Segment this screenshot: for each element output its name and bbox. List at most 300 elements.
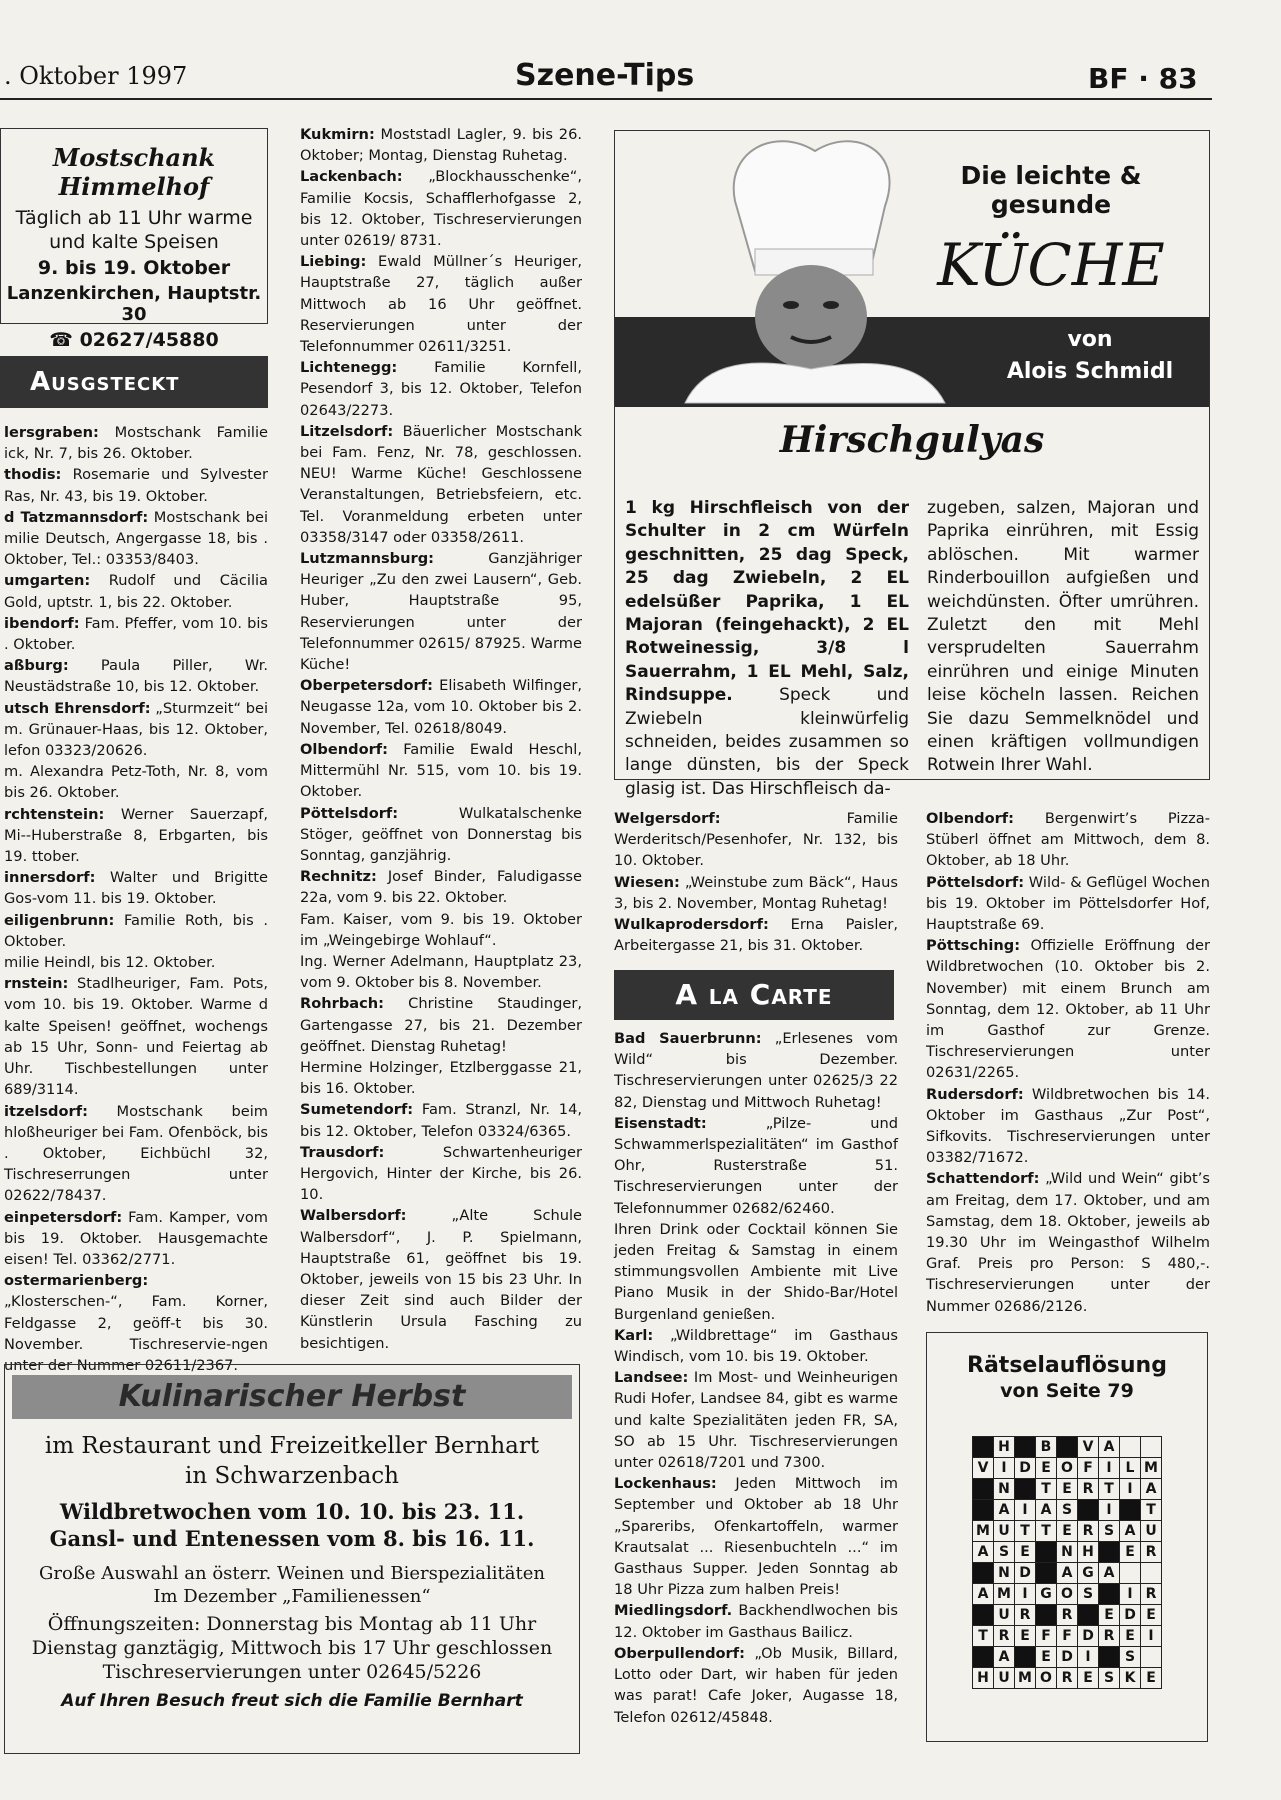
listing-entry bbox=[300, 866, 582, 908]
crossword-cell bbox=[1141, 1563, 1162, 1584]
entry-text: Hermine Holzinger, Etzlberggasse 21, bis 16. Oktober. bbox=[300, 1058, 582, 1098]
entry-text: Ing. Werner Adelmann, Hauptplatz 23, vom 9. Oktober bis 8. November. bbox=[300, 952, 582, 992]
crossword-row bbox=[973, 1605, 1162, 1626]
crossword-cell: E bbox=[1120, 1542, 1141, 1563]
entry-text: Ihren Drink oder Cocktail können Sie jeden Freitag & Samstag in einem stimmungsvollen Ambiente mit Live Piano Musik in der Shido-Bar/Hotel Burgenland genießen. bbox=[614, 1220, 898, 1323]
crossword-cell: R bbox=[1078, 1521, 1099, 1542]
crossword-cell: G bbox=[1036, 1584, 1057, 1605]
crossword-black-cell bbox=[1036, 1563, 1057, 1584]
crossword-cell: A bbox=[1120, 1521, 1141, 1542]
listing-entry bbox=[300, 1057, 582, 1099]
place-name: eiligenbrunn: bbox=[4, 911, 115, 929]
crossword-cell: E bbox=[1015, 1542, 1036, 1563]
crossword-cell: T bbox=[1141, 1500, 1162, 1521]
listing-entry bbox=[300, 993, 582, 1057]
place-name: Oberpetersdorf: bbox=[300, 677, 433, 695]
bernhart-l3: Wildbretwochen vom 10. 10. bis 23. 11. bbox=[59, 1499, 525, 1524]
crossword-cell: U bbox=[1141, 1521, 1162, 1542]
entry-text: m. Alexandra Petz-Toth, Nr. 8, vom bis 26. Oktober. bbox=[4, 763, 268, 802]
crossword-cell: S bbox=[1057, 1500, 1078, 1521]
listing-entry bbox=[4, 1270, 268, 1376]
crossword-cell: G bbox=[1078, 1563, 1099, 1584]
ausgsteckt-title: Ausgsteckt bbox=[30, 367, 180, 397]
crossword-row bbox=[973, 1437, 1162, 1458]
alacarte-list bbox=[614, 1028, 898, 1753]
crossword-cell: O bbox=[1057, 1584, 1078, 1605]
crossword-cell: T bbox=[1015, 1521, 1036, 1542]
crossword-cell: S bbox=[1099, 1668, 1120, 1689]
entry-text: Werner Sauerzapf, Mi--Huberstraße 8, Erbgarten, bis 19. ttober. bbox=[4, 805, 268, 866]
crossword-cell: E bbox=[1078, 1668, 1099, 1689]
himmelhof-dates: 9. bis 19. Oktober bbox=[37, 257, 231, 279]
crossword-black-cell bbox=[1078, 1500, 1099, 1521]
crossword-row bbox=[973, 1500, 1162, 1521]
crossword-black-cell bbox=[1099, 1647, 1120, 1668]
listing-entry bbox=[614, 1600, 898, 1642]
phone-icon: ☎ bbox=[49, 329, 80, 351]
crossword-cell: F bbox=[1057, 1626, 1078, 1647]
place-name: Pöttelsdorf: bbox=[300, 804, 399, 822]
wild-list bbox=[926, 808, 1210, 1318]
crossword-cell: F bbox=[1036, 1626, 1057, 1647]
listing-entry bbox=[614, 1325, 898, 1367]
bernhart-l7: Öffnungszeiten: Donnerstag bis Montag ab 11 Uhr bbox=[47, 1613, 537, 1635]
header-rule bbox=[0, 98, 1212, 100]
place-name: Sumetendorf: bbox=[300, 1101, 414, 1119]
listing-entry bbox=[614, 1113, 898, 1219]
listing-entry bbox=[614, 1643, 898, 1728]
himmelhof-phone: 02627/45880 bbox=[79, 329, 219, 351]
crossword-black-cell bbox=[973, 1437, 994, 1458]
crossword-cell: H bbox=[994, 1437, 1015, 1458]
entry-text: Jeden Mittwoch im September und Oktober ab 18 Uhr „Spareribs, Ofenkartoffeln, warmer Krautsalat ... Riesenbuchteln ...“ im Gasthaus Supper. Jeden Sonntag ab 18 Uhr Pizza zum halben Preis! bbox=[614, 1475, 898, 1599]
entry-text: „Erlesenes vom Wild“ bis Dezember. Tischreservierungen unter 02625/3 22 82, Dienstag und Mittwoch Ruhetag! bbox=[614, 1030, 898, 1111]
crossword-cell: U bbox=[994, 1605, 1015, 1626]
crossword-cell: E bbox=[1141, 1668, 1162, 1689]
crossword-cell bbox=[1141, 1647, 1162, 1668]
listing-entry bbox=[4, 422, 268, 464]
entry-text: Backhendlwochen bis 12. Oktober im Gasthaus Bailicz. bbox=[614, 1602, 898, 1641]
crossword-cell: N bbox=[994, 1479, 1015, 1500]
place-name: thodis: bbox=[4, 466, 62, 484]
entry-text: „Blockhausschenke“, Familie Kocsis, Schafflerhofgasse 2, bis 12. Oktober, Tischreservierungen unter 02619/ 8731. bbox=[300, 168, 582, 250]
crossword-cell: M bbox=[973, 1521, 994, 1542]
entry-text: Wildbretwochen bis 14. Oktober im Gasthaus „Zur Post“, Sifkovits. Tischreservierungen unter 03382/71672. bbox=[926, 1085, 1210, 1167]
crossword-cell: I bbox=[1078, 1647, 1099, 1668]
kueche-box bbox=[614, 130, 1210, 799]
place-name: ostermarienberg: bbox=[4, 1272, 149, 1290]
place-name: Oberpullendorf: bbox=[614, 1644, 745, 1662]
place-name: Pöttsching: bbox=[926, 937, 1021, 955]
listing-entry bbox=[4, 507, 268, 571]
entry-text: Rosemarie und Sylvester Ras, Nr. 43, bis 19. Oktober. bbox=[4, 466, 268, 505]
listing-entry bbox=[300, 251, 582, 357]
crossword-cell: U bbox=[994, 1521, 1015, 1542]
place-name: Olbendorf: bbox=[300, 740, 388, 758]
listing-entry bbox=[4, 867, 268, 909]
entry-text: Bäuerlicher Mostschank bei Fam. Fenz, Nr. 78, geschlossen. NEU! Warme Küche! Geschlossene Veranstaltungen, Betriebsfeiern, etc. Tel. Voranmeldung erbeten unter 03358/3147 oder 03358/2611. bbox=[300, 422, 582, 546]
crossword-cell: I bbox=[1015, 1500, 1036, 1521]
listing-entry bbox=[4, 804, 268, 868]
crossword-cell: U bbox=[994, 1668, 1015, 1689]
place-name: aßburg: bbox=[4, 657, 69, 675]
entry-text: Familie Kornfell, Pesendorf 3, bis 12. Oktober, Telefon 02643/2273. bbox=[300, 359, 582, 419]
place-name: Wiesen: bbox=[614, 873, 680, 891]
crossword-cell: T bbox=[1099, 1479, 1120, 1500]
ausgsteckt-banner bbox=[0, 356, 268, 408]
listing-entry bbox=[926, 1084, 1210, 1169]
crossword-cell: A bbox=[994, 1647, 1015, 1668]
bernhart-l4: Gansl- und Entenessen vom 8. bis 16. 11. bbox=[49, 1526, 535, 1551]
crossword-row bbox=[973, 1584, 1162, 1605]
crossword-row bbox=[973, 1458, 1162, 1479]
crossword-black-cell bbox=[1099, 1584, 1120, 1605]
crossword-cell: S bbox=[1078, 1584, 1099, 1605]
crossword-cell: V bbox=[973, 1458, 994, 1479]
place-name: Kukmirn: bbox=[300, 126, 375, 143]
listing-entry bbox=[300, 124, 582, 166]
place-name: Olbendorf: bbox=[926, 810, 1014, 827]
crossword-cell: A bbox=[1036, 1500, 1057, 1521]
bernhart-banner-text: Kulinarischer Herbst bbox=[118, 1379, 466, 1414]
listing-entry bbox=[300, 166, 582, 251]
raetsel-sub: von Seite 79 bbox=[1000, 1380, 1134, 1402]
entry-text: Rudolf und Cäcilia Gold, uptstr. 1, bis 22. Oktober. bbox=[4, 572, 268, 611]
alacarte-banner bbox=[614, 970, 894, 1020]
entry-text: Im Most- und Weinheurigen Rudi Hofer, Landsee 84, gibt es warme und kalte Spezialitäten jeden FR, SA, SO ab 15 Uhr. Tischreservierungen unter 02618/7201 und 7300. bbox=[614, 1369, 898, 1472]
place-name: itzelsdorf: bbox=[4, 1102, 88, 1120]
entry-text: Erna Paisler, Arbeitergasse 21, bis 31. Oktober. bbox=[614, 916, 898, 955]
recipe-ingredients: 1 kg Hirschfleisch von der Schulter in 2 cm Würfeln geschnitten, 25 dag Speck, 25 dag Zwiebeln, 2 EL edelsüßer Paprika, 1 EL Majoran (feingehackt), 2 EL Rotweinessig, 3/8 l Sauerrahm, 1 EL Mehl, Salz, Rindsuppe. bbox=[625, 498, 909, 706]
crossword-row bbox=[973, 1479, 1162, 1500]
crossword-cell: E bbox=[1099, 1605, 1120, 1626]
entry-text: „Ob Musik, Billard, Lotto oder Dart, wir haben für jeden was parat! Cafe Joker, Augasse 18, Telefon 02612/45848. bbox=[614, 1644, 898, 1726]
crossword-black-cell bbox=[973, 1647, 994, 1668]
place-name: Pöttelsdorf: bbox=[926, 873, 1025, 891]
place-name: einpetersdorf: bbox=[4, 1208, 123, 1226]
crossword-cell: I bbox=[1120, 1479, 1141, 1500]
listing-entry bbox=[300, 1099, 582, 1141]
raetsel-box bbox=[926, 1332, 1208, 1742]
listing-entry bbox=[300, 421, 582, 548]
crossword-cell: I bbox=[1120, 1584, 1141, 1605]
crossword-cell: M bbox=[1015, 1668, 1036, 1689]
listing-entry bbox=[926, 935, 1210, 1083]
ausgsteckt-list bbox=[4, 422, 268, 1374]
crossword-row bbox=[973, 1626, 1162, 1647]
recipe-steps-2: zugeben, salzen, Majoran und Paprika einrühren, mit Essig ablöschen. Mit warmer Rinderbouillon aufgießen und weichdünsten. Öfter umrühren. Zuletzt den mit Mehl versprudelten Sauerrahm einrühren und einige Minuten leise köcheln lassen. Reichen Sie dazu Semmelknödel und einen kräftigen vollmundigen Rotwein Ihrer Wahl. bbox=[927, 498, 1199, 776]
bernhart-l5: Große Auswahl an österr. Weinen und Bierspezialitäten bbox=[39, 1563, 545, 1584]
entry-text: „Pilze- und Schwammerlspezialitäten“ im Gasthof Ohr, Rusterstraße 51. Tischreservierungen unter der Telefonnummer 02682/62460. bbox=[614, 1114, 898, 1217]
crossword-cell: R bbox=[1057, 1668, 1078, 1689]
listing-entry bbox=[4, 973, 268, 1100]
place-name: Wulkaprodersdorf: bbox=[614, 916, 769, 934]
crossword-cell: H bbox=[1078, 1542, 1099, 1563]
listing-entry bbox=[614, 808, 898, 872]
entry-text: Familie Roth, bis . Oktober. bbox=[4, 911, 268, 950]
listing-entry bbox=[4, 952, 268, 973]
crossword-cell: I bbox=[1015, 1584, 1036, 1605]
entry-text: Familie Werderitsch/Pesenhofer, Nr. 132, bis 10. Oktober. bbox=[614, 810, 898, 870]
place-name: Welgersdorf: bbox=[614, 810, 721, 827]
entry-text: Paula Piller, Wr. Neustädstraße 10, bis 12. Oktober. bbox=[4, 657, 268, 696]
crossword-black-cell bbox=[1057, 1437, 1078, 1458]
listing-entry bbox=[926, 872, 1210, 936]
place-name: Miedlingsdorf. bbox=[614, 1602, 733, 1620]
place-name: rchtenstein: bbox=[4, 805, 105, 823]
heurigen-list bbox=[300, 124, 582, 1352]
himmelhof-phone-row bbox=[1, 329, 267, 351]
crossword-cell: S bbox=[1099, 1521, 1120, 1542]
place-name: Bad Sauerbrunn: bbox=[614, 1030, 762, 1047]
bernhart-l2: in Schwarzenbach bbox=[185, 1463, 399, 1489]
entry-text: Fam. Kaiser, vom 9. bis 19. Oktober im „Weingebirge Wohlauf“. bbox=[300, 910, 582, 949]
entry-text: Mostschank beim hloßheuriger bei Fam. Ofenböck, bis . Oktober, Eichbüchl 32, Tischreserrungen unter 02622/78437. bbox=[4, 1102, 268, 1205]
crossword-cell: T bbox=[1036, 1521, 1057, 1542]
crossword-row bbox=[973, 1542, 1162, 1563]
place-name: lersgraben: bbox=[4, 424, 99, 441]
place-name: Walbersdorf: bbox=[300, 1207, 407, 1225]
listing-entry bbox=[300, 675, 582, 739]
place-name: Trausdorf: bbox=[300, 1143, 385, 1161]
place-name: Lackenbach: bbox=[300, 168, 403, 186]
crossword-row bbox=[973, 1521, 1162, 1542]
entry-text: „Wild und Wein“ gibt’s am Freitag, dem 17. Oktober, und am Samstag, dem 18. Oktober, jeweils ab 19.30 Uhr im Weingasthof Wilhelm Graf. Preis pro Person: S 480,-. Tischreservierungen unter der Nummer 02686/2126. bbox=[926, 1170, 1210, 1315]
listing-entry bbox=[300, 739, 582, 803]
bernhart-banner bbox=[12, 1375, 572, 1419]
listing-entry bbox=[300, 803, 582, 867]
section-title: Szene-Tips bbox=[515, 58, 695, 93]
listing-entry bbox=[614, 1473, 898, 1600]
crossword-cell bbox=[1120, 1437, 1141, 1458]
page-number: BF · 83 bbox=[1088, 62, 1198, 95]
entry-text: Elisabeth Wilfinger, Neugasse 12a, vom 10. Oktober bis 2. November, Tel. 02618/8049. bbox=[300, 677, 582, 737]
place-name: Litzelsdorf: bbox=[300, 422, 394, 440]
kueche-line1: Die leichte & gesunde bbox=[960, 161, 1142, 219]
crossword-black-cell bbox=[973, 1563, 994, 1584]
crossword-row bbox=[973, 1647, 1162, 1668]
place-name: Rechnitz: bbox=[300, 868, 377, 886]
entry-text: Mostschank Familie ick, Nr. 7, bis 26. Oktober. bbox=[4, 424, 268, 463]
crossword-cell: I bbox=[1141, 1626, 1162, 1647]
place-name: Liebing: bbox=[300, 253, 367, 271]
listing-entry bbox=[614, 1367, 898, 1473]
crossword-black-cell bbox=[973, 1500, 994, 1521]
listing-entry bbox=[926, 808, 1210, 872]
crossword-cell: E bbox=[1015, 1626, 1036, 1647]
crossword-black-cell bbox=[1078, 1605, 1099, 1626]
entry-text: Schwartenheuriger Hergovich, Hinter der Kirche, bis 26. 10. bbox=[300, 1143, 582, 1204]
recipe-title: Hirschgulyas bbox=[779, 419, 1045, 461]
crossword-cell: T bbox=[1036, 1479, 1057, 1500]
listing-entry bbox=[4, 910, 268, 952]
crossword-cell: L bbox=[1120, 1458, 1141, 1479]
listing-entry bbox=[4, 613, 268, 655]
crossword-cell: D bbox=[1078, 1626, 1099, 1647]
bernhart-l9: Tischreservierungen unter 02645/5226 bbox=[102, 1661, 482, 1683]
listing-entry bbox=[4, 1207, 268, 1271]
crossword-cell: R bbox=[1057, 1605, 1078, 1626]
place-name: d Tatzmannsdorf: bbox=[4, 508, 149, 526]
entry-text: Offizielle Eröffnung der Wildbretwochen (10. Oktober bis 2. November) mit einem Brunch am Sonntag, dem 12. Oktober, ab 11 Uhr im Gasthof zur Grenze. Tischreservierungen unter 02631/2265. bbox=[926, 937, 1210, 1082]
crossword-cell: A bbox=[1099, 1563, 1120, 1584]
crossword-cell: I bbox=[1099, 1500, 1120, 1521]
place-name: utsch Ehrensdorf: bbox=[4, 699, 151, 717]
listing-entry bbox=[614, 1028, 898, 1113]
place-name: umgarten: bbox=[4, 572, 91, 590]
place-name: Karl: bbox=[614, 1326, 654, 1344]
crossword-cell: A bbox=[973, 1542, 994, 1563]
alacarte-title: A la Carte bbox=[675, 978, 833, 1011]
crossword-cell: N bbox=[994, 1563, 1015, 1584]
crossword-cell: D bbox=[1015, 1458, 1036, 1479]
crossword-cell: R bbox=[1078, 1479, 1099, 1500]
listing-entry bbox=[4, 464, 268, 506]
entry-text: Bergenwirt’s Pizza-Stüberl öffnet am Mittwoch, dem 8. Oktober, ab 18 Uhr. bbox=[926, 810, 1210, 870]
crossword-cell: A bbox=[1099, 1437, 1120, 1458]
crossword-cell: A bbox=[994, 1500, 1015, 1521]
entry-text: Mostschank bei milie Deutsch, Angergasse 18, bis . Oktober, Tel.: 03353/8403. bbox=[4, 508, 268, 569]
crossword-cell: R bbox=[1141, 1584, 1162, 1605]
entry-text: milie Heindl, bis 12. Oktober. bbox=[4, 954, 216, 972]
crossword-black-cell bbox=[1015, 1479, 1036, 1500]
raetsel-title: Rätselauflösung bbox=[967, 1353, 1167, 1378]
listing-entry bbox=[4, 570, 268, 612]
crossword-cell: V bbox=[1078, 1437, 1099, 1458]
crossword-cell: B bbox=[1036, 1437, 1057, 1458]
crossword-cell: A bbox=[1141, 1479, 1162, 1500]
kueche-author: Alois Schmidl bbox=[1006, 359, 1174, 384]
listing-entry bbox=[300, 909, 582, 951]
crossword-cell: R bbox=[1015, 1605, 1036, 1626]
crossword-cell: D bbox=[1057, 1647, 1078, 1668]
crossword-black-cell bbox=[1120, 1500, 1141, 1521]
entry-text: Ganzjähriger Heuriger „Zu den zwei Lausern“, Geb. Huber, Hauptstraße 95, Reservierungen unter der Telefonnummer 02615/ 87925. Warme Küche! bbox=[300, 550, 582, 674]
crossword-cell: D bbox=[1120, 1605, 1141, 1626]
listing-entry bbox=[300, 1142, 582, 1206]
crossword-cell: F bbox=[1078, 1458, 1099, 1479]
listing-entry bbox=[614, 1219, 898, 1325]
crossword-cell: O bbox=[1057, 1458, 1078, 1479]
listing-entry bbox=[4, 1101, 268, 1207]
crossword-black-cell bbox=[973, 1605, 994, 1626]
entry-text: Josef Binder, Faludigasse 22a, vom 9. bis 22. Oktober. bbox=[300, 868, 582, 907]
crossword-cell: A bbox=[973, 1584, 994, 1605]
place-name: innersdorf: bbox=[4, 869, 96, 887]
place-name: Lockenhaus: bbox=[614, 1475, 717, 1493]
himmelhof-name: Mostschank Himmelhof bbox=[52, 143, 216, 201]
recipe-steps-1: Speck und Zwiebeln kleinwürfelig schneiden, beides zusammen so lange dünsten, bis der Speck glasig ist. Das Hirschfleisch da- bbox=[625, 685, 909, 799]
place-name: Lichtenegg: bbox=[300, 359, 398, 377]
entry-text: Stadlheuriger, Fam. Pots, vom 10. bis 19. Oktober. Warme d kalte Speisen! geöffnet, wochengs ab 15 Uhr, Sonn- und Feiertag ab Uhr. Tischbestellungen unter 689/3114. bbox=[4, 975, 268, 1099]
crossword-cell: R bbox=[1099, 1626, 1120, 1647]
issue-date: . Oktober 1997 bbox=[4, 62, 188, 90]
entry-text: „Weinstube zum Bäck“, Haus 3, bis 2. November, Montag Ruhetag! bbox=[614, 873, 898, 912]
entry-text: „Alte Schule Walbersdorf“, J. P. Spielmann, Hauptstraße 61, geöffnet bis 19. Oktober, jeweils von 15 bis 23 Uhr. In dieser Zeit sind auch Bilder der Künstlerin Ursula Fasching zu besichtigen. bbox=[300, 1207, 582, 1352]
crossword-cell: S bbox=[1120, 1647, 1141, 1668]
entry-text: Moststadl Lagler, 9. bis 26. Oktober; Montag, Dienstag Ruhetag. bbox=[300, 126, 582, 165]
listing-entry bbox=[4, 655, 268, 697]
place-name: Rohrbach: bbox=[300, 995, 385, 1013]
crossword-cell: N bbox=[1057, 1542, 1078, 1563]
recipe-left bbox=[625, 497, 909, 801]
entry-text: Fam. Pfeffer, vom 10. bis . Oktober. bbox=[4, 614, 268, 654]
crossword-row bbox=[973, 1668, 1162, 1689]
listing-entry bbox=[614, 872, 898, 914]
listing-entry bbox=[300, 548, 582, 675]
crossword-cell bbox=[1120, 1563, 1141, 1584]
entry-text: Familie Ewald Heschl, Mittermühl Nr. 515, vom 10. bis 19. Oktober. bbox=[300, 740, 582, 801]
bernhart-l1: im Restaurant und Freizeitkeller Bernhart bbox=[44, 1433, 540, 1459]
listing-entry bbox=[4, 761, 268, 803]
crossword-cell bbox=[1141, 1437, 1162, 1458]
himmelhof-line2: und kalte Speisen bbox=[49, 231, 219, 253]
crossword-black-cell bbox=[1015, 1437, 1036, 1458]
crossword-cell: R bbox=[1141, 1542, 1162, 1563]
crossword-cell: E bbox=[1057, 1521, 1078, 1542]
entry-text: Fam. Stranzl, Nr. 14, bis 12. Oktober, Telefon 03324/6365. bbox=[300, 1101, 582, 1140]
listing-entry bbox=[300, 357, 582, 421]
bernhart-ad bbox=[4, 1364, 580, 1754]
crossword-black-cell bbox=[973, 1479, 994, 1500]
place-name: Lutzmannsburg: bbox=[300, 550, 434, 568]
bernhart-l6: Im Dezember „Familienessen“ bbox=[153, 1586, 431, 1607]
entry-text: „Wildbrettage“ im Gasthaus Windisch, vom 10. bis 19. Oktober. bbox=[614, 1326, 898, 1366]
crossword-cell: O bbox=[1036, 1668, 1057, 1689]
crossword-black-cell bbox=[1099, 1542, 1120, 1563]
bernhart-l10: Auf Ihren Besuch freut sich die Familie Bernhart bbox=[61, 1691, 523, 1711]
crossword-cell: D bbox=[1015, 1563, 1036, 1584]
kueche-von: von bbox=[1067, 327, 1113, 352]
crossword-cell: I bbox=[1099, 1458, 1120, 1479]
himmelhof-line1: Täglich ab 11 Uhr warme bbox=[15, 207, 253, 229]
crossword-grid bbox=[972, 1436, 1162, 1689]
recipe-right bbox=[927, 497, 1199, 778]
listing-entry bbox=[614, 914, 898, 956]
heurigen-list-cont bbox=[614, 808, 898, 956]
place-name: ibendorf: bbox=[4, 614, 80, 632]
crossword-cell: S bbox=[994, 1542, 1015, 1563]
crossword-cell: E bbox=[1036, 1647, 1057, 1668]
kueche-big: KÜCHE bbox=[937, 231, 1165, 299]
crossword-cell: M bbox=[1141, 1458, 1162, 1479]
listing-entry bbox=[4, 698, 268, 762]
entry-text: „Sturmzeit“ bei m. Grünauer-Haas, bis 12. Oktober, lefon 03323/20626. bbox=[4, 699, 268, 760]
bernhart-l8: Dienstag ganztägig, Mittwoch bis 17 Uhr geschlossen bbox=[31, 1637, 553, 1659]
crossword-cell: R bbox=[994, 1626, 1015, 1647]
crossword-row bbox=[973, 1563, 1162, 1584]
listing-entry bbox=[300, 1205, 582, 1353]
place-name: Landsee: bbox=[614, 1369, 689, 1387]
crossword-cell: E bbox=[1120, 1626, 1141, 1647]
entry-text: Wulkatalschenke Stöger, geöffnet von Donnerstag bis Sonntag, ganzjährig. bbox=[300, 804, 582, 864]
crossword-cell: K bbox=[1120, 1668, 1141, 1689]
crossword-cell: H bbox=[973, 1668, 994, 1689]
crossword-black-cell bbox=[1036, 1605, 1057, 1626]
himmelhof-address: Lanzenkirchen, Hauptstr. 30 bbox=[6, 283, 262, 325]
crossword-black-cell bbox=[1015, 1647, 1036, 1668]
himmelhof-ad bbox=[0, 128, 268, 351]
crossword-cell: A bbox=[1057, 1563, 1078, 1584]
place-name: rnstein: bbox=[4, 975, 69, 993]
crossword-cell: E bbox=[1141, 1605, 1162, 1626]
crossword-cell: I bbox=[994, 1458, 1015, 1479]
crossword-black-cell bbox=[1036, 1542, 1057, 1563]
place-name: Rudersdorf: bbox=[926, 1085, 1024, 1103]
entry-text: Christine Staudinger, Gartengasse 27, bis 21. Dezember geöffnet. Dienstag Ruhetag! bbox=[300, 995, 582, 1055]
entry-text: Ewald Müllner´s Heuriger, Hauptstraße 27, täglich außer Mittwoch ab 16 Uhr geöffnet. Reservierungen unter der Telefonnummer 02611/3251. bbox=[300, 253, 582, 356]
entry-text: „Klosterschen-“, Fam. Korner, Feldgasse 2, geöff-t bis 30. November. Tischreservie-ngen unter der Nummer 02611/2367. bbox=[4, 1293, 268, 1374]
